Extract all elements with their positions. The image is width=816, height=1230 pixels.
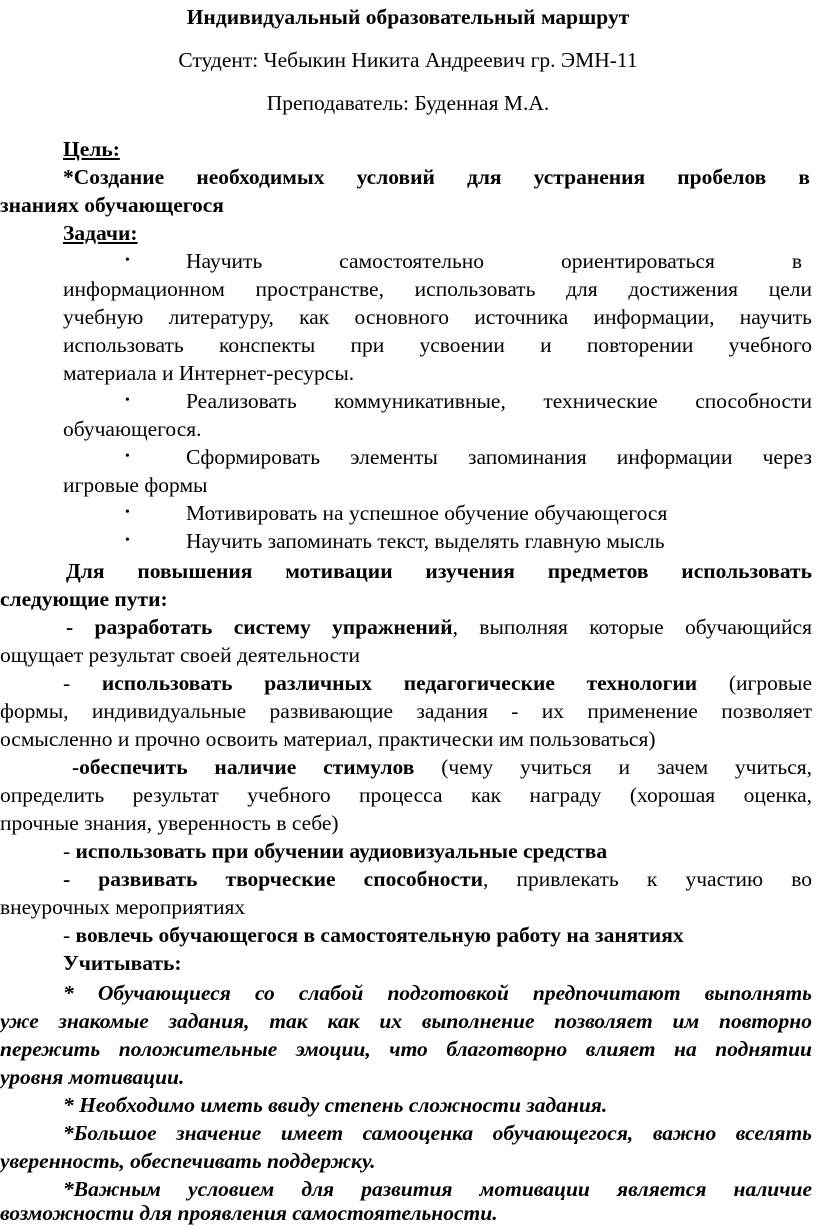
task-1-line4: использовать конспекты при усвоении и повторении учебного xyxy=(63,333,812,357)
path-5-line2: внеурочных мероприятиях xyxy=(0,895,246,919)
note-1-line4: уровня мотивации. xyxy=(0,1065,185,1089)
goal-text-line1: *Создание необходимых условий для устранения пробелов в xyxy=(63,165,810,189)
note-4-line1: *Важным условием для развития мотивации является наличие xyxy=(63,1177,812,1201)
bullet-icon: • xyxy=(125,449,130,464)
task-1-line5: материала и Интернет-ресурсы. xyxy=(63,361,355,385)
task-3-line1: Сформировать элементы запоминания информации через xyxy=(186,445,812,469)
path-6-dash: - xyxy=(63,923,76,947)
bullet-icon: • xyxy=(125,253,130,268)
task-3-line2: игровые формы xyxy=(63,473,208,497)
teacher-line: Преподаватель: Буденная М.А. xyxy=(266,91,550,115)
note-3-line2: уверенность, обеспечивать поддержку. xyxy=(0,1149,376,1173)
task-1-line1: Научить самостоятельно ориентироваться в xyxy=(186,249,802,273)
path-6-bold: вовлечь обучающегося в самостоятельную работу на занятиях xyxy=(75,923,684,947)
tasks-heading: Задачи: xyxy=(63,221,138,245)
path-3-rest: (чему учиться и зачем учиться, xyxy=(414,755,812,779)
path-6 xyxy=(63,921,816,949)
path-2-dash: - xyxy=(63,671,102,695)
bullet-icon: • xyxy=(125,393,130,408)
note-1-line1: * Обучающиеся со слабой подготовкой предпочитают выполнять xyxy=(63,981,812,1005)
student-line: Студент: Чебыкин Никита Андреевич гр. ЭМН-11 xyxy=(178,48,638,72)
task-1-line2: информационном пространстве, использовать для достижения цели xyxy=(63,277,812,301)
note-1-line3: пережить положительные эмоции, что благотворно влияет на поднятии xyxy=(0,1037,812,1061)
path-1-bold: - разработать систему упражнений xyxy=(66,615,453,639)
note-2: * Необходимо иметь ввиду степень сложности задания. xyxy=(63,1093,608,1117)
bullet-icon: • xyxy=(125,533,130,548)
document-title: Индивидуальный образовательный маршрут xyxy=(186,5,630,29)
goal-heading: Цель: xyxy=(63,137,120,161)
task-5: Научить запоминать текст, выделять главную мысль xyxy=(186,529,665,553)
task-1-line3: учебную литературу, как основного источника информации, научить xyxy=(63,305,812,329)
path-5-rest: , привлекать к участию во xyxy=(483,867,812,891)
motivation-intro-line2: следующие пути: xyxy=(0,587,168,611)
goal-text-line2: знаниях обучающегося xyxy=(0,193,224,217)
path-1-line1 xyxy=(66,613,812,641)
path-5-line1 xyxy=(63,865,812,893)
path-3-line3: прочные знания, уверенность в себе) xyxy=(0,811,339,835)
path-2-rest: (игровые xyxy=(697,671,812,695)
task-2-line1: Реализовать коммуникативные, технические способности xyxy=(186,389,812,413)
path-1-line2: ощущает результат своей деятельности xyxy=(0,643,361,667)
note-4-line2: возможности для проявления самостоятельности. xyxy=(0,1201,498,1225)
path-2-line1 xyxy=(63,669,812,697)
path-2-line2: формы, индивидуальные развивающие задания - их применение позволяет xyxy=(0,699,812,723)
note-1-line2: уже знакомые задания, так как их выполнение позволяет им повторно xyxy=(0,1009,812,1033)
path-4-bold: использовать при обучении аудиовизуальные средства xyxy=(75,839,608,863)
note-3-line1: *Большое значение имеет самооценка обучающегося, важно вселять xyxy=(63,1121,812,1145)
task-4: Мотивировать на успешное обучение обучающегося xyxy=(186,501,668,525)
path-2-bold: использовать различных педагогические технологии xyxy=(101,671,698,695)
task-2-line2: обучающегося. xyxy=(63,417,202,441)
path-3-line1 xyxy=(72,753,812,781)
path-1-rest: , выполняя которые обучающийся xyxy=(452,615,812,639)
path-4 xyxy=(63,837,816,865)
bullet-icon: • xyxy=(125,505,130,520)
path-5-bold: - развивать творческие способности xyxy=(63,867,484,891)
path-4-dash: - xyxy=(63,839,76,863)
motivation-intro-line1: Для повышения мотивации изучения предметов использовать xyxy=(66,559,812,583)
consider-heading: Учитывать: xyxy=(63,951,182,975)
path-3-line2: определить результат учебного процесса как награду (хорошая оценка, xyxy=(0,783,812,807)
path-3-bold: -обеспечить наличие стимулов xyxy=(72,755,415,779)
path-2-line3: осмысленно и прочно освоить материал, практически им пользоваться) xyxy=(0,727,656,751)
